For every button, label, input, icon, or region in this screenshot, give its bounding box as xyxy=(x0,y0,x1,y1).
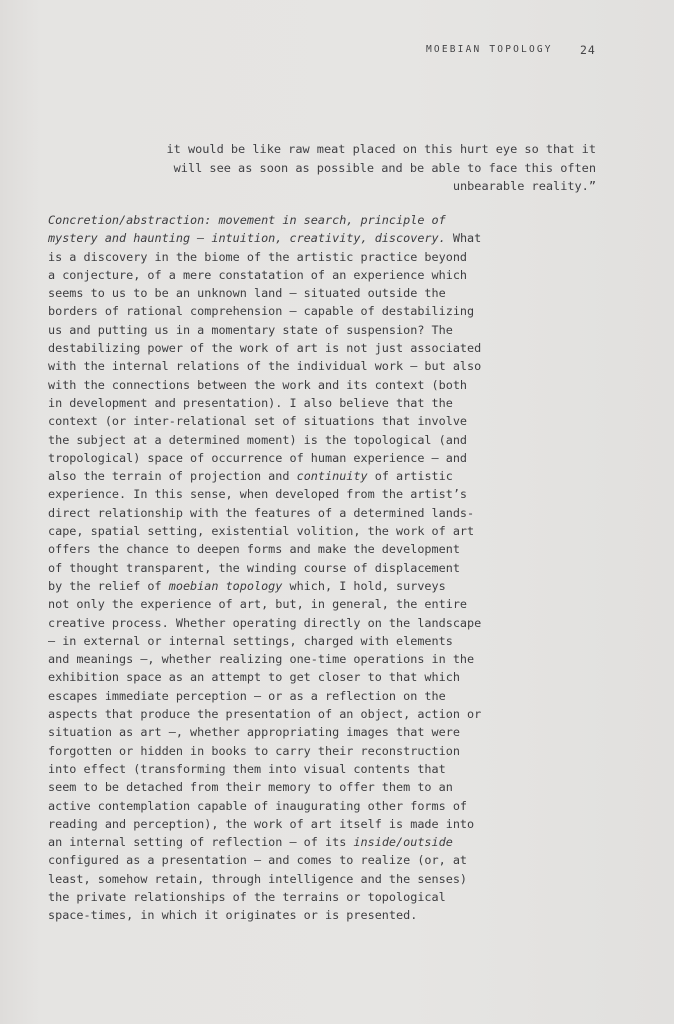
body-text-run: a conjecture, of a mere constatation of an experience which xyxy=(48,267,468,282)
body-text-run: seems to us to be an unknown land – situated outside the xyxy=(48,286,446,301)
italic-text: moebian topology xyxy=(168,578,283,593)
body-text-run: seem to be detached from their memory to offer them to an xyxy=(48,780,453,795)
body-line xyxy=(48,815,518,833)
body-line xyxy=(48,778,518,796)
body-line xyxy=(48,211,518,229)
quote-line: unbearable reality.” xyxy=(452,179,596,193)
body-text-run: an internal setting of reflection – of its xyxy=(48,835,354,850)
body-line xyxy=(48,522,518,540)
body-text-run: into effect (transforming them into visual contents that xyxy=(48,761,446,776)
body-text-run: with the connections between the work and its context (both xyxy=(48,377,468,392)
body-line xyxy=(48,321,518,339)
body-text-run: by the relief of xyxy=(48,578,169,593)
body-line xyxy=(48,723,518,741)
italic-text: inside/outside xyxy=(353,835,453,850)
body-text-run: and meanings –, whether realizing one-time operations in the xyxy=(48,652,475,667)
body-line xyxy=(48,540,518,558)
body-line xyxy=(48,888,518,906)
italic-text: Concretion/abstraction: movement in search, principle of xyxy=(48,213,446,227)
body-line xyxy=(48,248,518,266)
body-text-run: tropological) space of occurrence of human experience – and xyxy=(48,450,468,465)
body-text-run: offers the chance to deepen forms and make the development xyxy=(48,542,460,557)
body-line xyxy=(48,302,518,320)
body-text-run: borders of rational comprehension – capable of destabilizing xyxy=(48,304,475,319)
body-text-run: creative process. Whether operating directly on the landscape xyxy=(48,615,482,630)
body-text-run: the private relationships of the terrains or topological xyxy=(48,889,446,904)
body-text-run: direct relationship with the features of a determined lands- xyxy=(48,505,475,520)
body-line xyxy=(48,394,518,412)
body-line xyxy=(48,266,518,284)
body-text-run: of thought transparent, the winding course of displacement xyxy=(48,560,460,575)
body-text-run: also the terrain of projection and xyxy=(48,469,297,484)
body-line xyxy=(48,742,518,760)
page-number: 24 xyxy=(580,43,596,57)
body-text-run: the subject at a determined moment) is the topological (and xyxy=(48,432,468,447)
italic-text: continuity xyxy=(296,469,368,484)
body-line xyxy=(48,760,518,778)
body-line xyxy=(48,431,518,449)
body-text-run: configured as a presentation – and comes to realize (or, at xyxy=(48,853,468,868)
body-text-run: us and putting us in a momentary state of suspension? The xyxy=(48,322,453,337)
body-line xyxy=(48,357,518,375)
body-text-run: What xyxy=(445,231,482,246)
body-text-run: exhibition space as an attempt to get closer to that which xyxy=(48,670,460,685)
body-text-run: of artistic xyxy=(367,469,453,484)
body-line xyxy=(48,851,518,869)
body-line xyxy=(48,650,518,668)
body-text-run: situation as art –, whether appropriating images that were xyxy=(48,725,460,740)
body-line xyxy=(48,376,518,394)
body-line xyxy=(48,870,518,888)
body-line xyxy=(48,687,518,705)
body-text-run: which, I hold, surveys xyxy=(282,578,446,593)
quote-line: will see as soon as possible and be able to face this often xyxy=(173,160,596,175)
body-text-run: cape, spatial setting, existential volition, the work of art xyxy=(48,524,475,539)
body-text-run: active contemplation capable of inaugurating other forms of xyxy=(48,798,468,813)
body-text-run: experience. In this sense, when developed from the artist’s xyxy=(48,487,468,502)
body-text-run: space-times, in which it originates or is presented. xyxy=(48,908,418,923)
body-text-run: not only the experience of art, but, in general, the entire xyxy=(48,597,468,612)
body-line xyxy=(48,467,518,485)
body-line xyxy=(48,577,518,595)
body-text-run: in development and presentation). I also believe that the xyxy=(48,395,453,410)
body-text-run: destabilizing power of the work of art is not just associated xyxy=(48,341,482,356)
body-line xyxy=(48,632,518,650)
body-text-run: least, somehow retain, through intelligence and the senses) xyxy=(48,871,468,886)
body-line xyxy=(48,339,518,357)
body-line xyxy=(48,797,518,815)
body-text-run: context (or inter-relational set of situations that involve xyxy=(48,414,468,429)
body-line xyxy=(48,504,518,522)
body-line xyxy=(48,229,518,247)
body-line xyxy=(48,284,518,302)
body-line xyxy=(48,412,518,430)
block-quote xyxy=(110,140,596,196)
body-text-run: reading and perception), the work of art itself is made into xyxy=(48,816,475,831)
body-text-run: with the internal relations of the individual work – but also xyxy=(48,359,482,374)
italic-text: mystery and haunting – intuition, creativity, discovery. xyxy=(48,231,446,246)
body-line xyxy=(48,668,518,686)
quote-line: it would be like raw meat placed on this hurt eye so that it xyxy=(166,142,596,156)
body-paragraph xyxy=(48,211,518,925)
body-line xyxy=(48,449,518,467)
running-title: MOEBIAN TOPOLOGY xyxy=(426,44,553,55)
body-line xyxy=(48,833,518,851)
body-line xyxy=(48,906,518,924)
body-text-run: forgotten or hidden in books to carry their reconstruction xyxy=(48,743,460,758)
body-line xyxy=(48,705,518,723)
body-text-run: aspects that produce the presentation of an object, action or xyxy=(48,707,482,722)
body-line xyxy=(48,595,518,613)
body-text-run: – in external or internal settings, charged with elements xyxy=(48,633,453,648)
body-line xyxy=(48,485,518,503)
body-line xyxy=(48,614,518,632)
body-line xyxy=(48,559,518,577)
body-text-run: escapes immediate perception – or as a reflection on the xyxy=(48,688,446,703)
body-text-run: is a discovery in the biome of the artistic practice beyond xyxy=(48,249,468,264)
